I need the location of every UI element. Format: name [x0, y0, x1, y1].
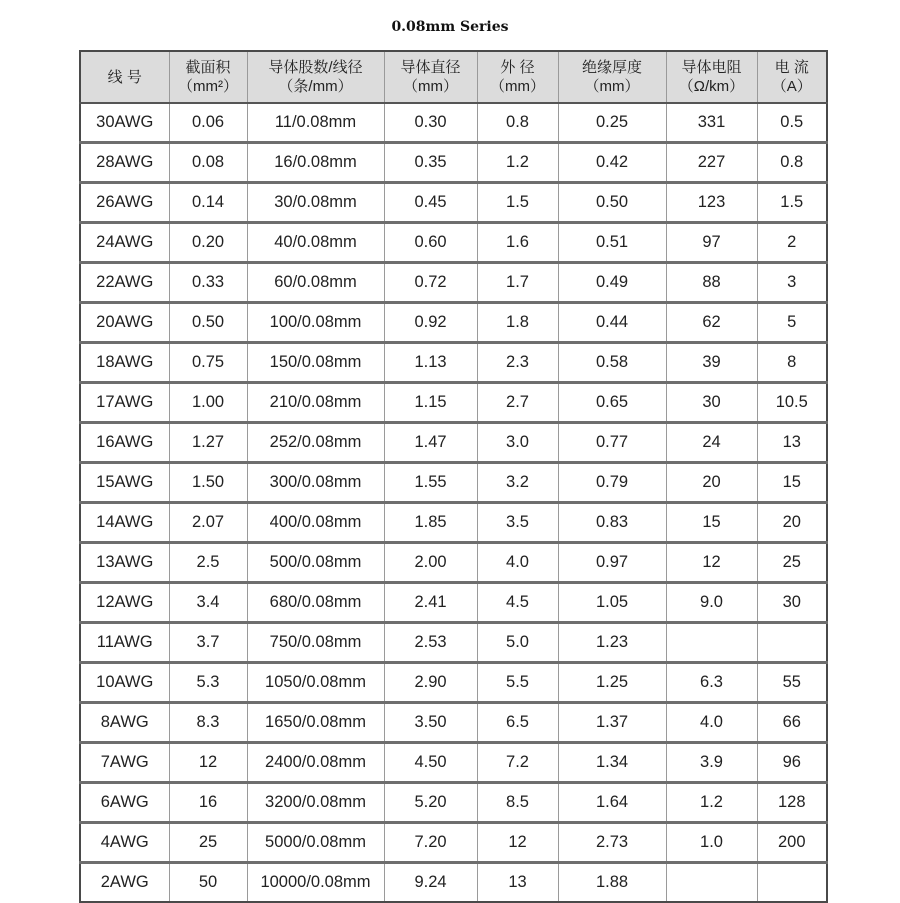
header-unit: （Ω/km）: [678, 78, 745, 95]
header-current: [757, 51, 827, 103]
table-row: [80, 823, 827, 863]
table-row: [80, 863, 827, 903]
cell-wire-gauge: 7AWG: [80, 743, 169, 783]
cell-cross-section: 1.27: [169, 423, 247, 463]
cell-strands-diameter: 16/0.08mm: [247, 143, 384, 183]
cell-outer-diameter: 12: [477, 823, 558, 863]
cell-conductor-resistance: 97: [666, 223, 757, 263]
cell-strands-diameter: 30/0.08mm: [247, 183, 384, 223]
cell-insulation-thickness: 2.73: [558, 823, 666, 863]
table-row: [80, 383, 827, 423]
cell-conductor-resistance: 123: [666, 183, 757, 223]
cell-outer-diameter: 1.6: [477, 223, 558, 263]
table-row: [80, 143, 827, 183]
header-insulation-thickness: [558, 51, 666, 103]
cell-outer-diameter: 3.0: [477, 423, 558, 463]
cell-outer-diameter: 1.5: [477, 183, 558, 223]
cell-wire-gauge: 2AWG: [80, 863, 169, 903]
header-conductor-diameter: [384, 51, 477, 103]
cell-conductor-resistance: 1.2: [666, 783, 757, 823]
header-unit: （mm）: [584, 78, 640, 95]
cell-outer-diameter: 2.3: [477, 343, 558, 383]
cell-conductor-diameter: 3.50: [384, 703, 477, 743]
cell-conductor-resistance: [666, 863, 757, 903]
cell-current: 15: [757, 463, 827, 503]
cell-cross-section: 0.33: [169, 263, 247, 303]
cell-strands-diameter: 150/0.08mm: [247, 343, 384, 383]
cell-current: 10.5: [757, 383, 827, 423]
cell-cross-section: 2.5: [169, 543, 247, 583]
cell-conductor-resistance: 331: [666, 103, 757, 143]
cell-conductor-diameter: 1.47: [384, 423, 477, 463]
cell-current: 25: [757, 543, 827, 583]
cell-current: 0.5: [757, 103, 827, 143]
cell-strands-diameter: 5000/0.08mm: [247, 823, 384, 863]
header-unit: （A）: [771, 78, 812, 95]
cell-conductor-resistance: 24: [666, 423, 757, 463]
cell-insulation-thickness: 0.42: [558, 143, 666, 183]
cell-strands-diameter: 10000/0.08mm: [247, 863, 384, 903]
cell-current: 5: [757, 303, 827, 343]
cell-insulation-thickness: 1.05: [558, 583, 666, 623]
cell-cross-section: 1.50: [169, 463, 247, 503]
cell-conductor-resistance: 88: [666, 263, 757, 303]
cell-conductor-diameter: 1.55: [384, 463, 477, 503]
cell-strands-diameter: 11/0.08mm: [247, 103, 384, 143]
table-row: [80, 623, 827, 663]
cell-current: 2: [757, 223, 827, 263]
cell-insulation-thickness: 1.34: [558, 743, 666, 783]
wire-spec-table: [79, 50, 828, 903]
header-unit: （mm²）: [178, 78, 238, 95]
cell-outer-diameter: 1.8: [477, 303, 558, 343]
cell-cross-section: 12: [169, 743, 247, 783]
cell-current: 30: [757, 583, 827, 623]
cell-current: 200: [757, 823, 827, 863]
cell-conductor-resistance: 62: [666, 303, 757, 343]
table-row: [80, 343, 827, 383]
cell-cross-section: 0.08: [169, 143, 247, 183]
cell-conductor-resistance: [666, 623, 757, 663]
cell-outer-diameter: 5.0: [477, 623, 558, 663]
cell-cross-section: 5.3: [169, 663, 247, 703]
cell-wire-gauge: 18AWG: [80, 343, 169, 383]
cell-conductor-diameter: 2.00: [384, 543, 477, 583]
cell-conductor-diameter: 1.85: [384, 503, 477, 543]
cell-conductor-diameter: 9.24: [384, 863, 477, 903]
table-body: [80, 103, 827, 902]
cell-current: 96: [757, 743, 827, 783]
cell-conductor-diameter: 1.13: [384, 343, 477, 383]
table-row: [80, 103, 827, 143]
cell-conductor-diameter: 0.92: [384, 303, 477, 343]
cell-insulation-thickness: 0.83: [558, 503, 666, 543]
table-row: [80, 303, 827, 343]
table-row: [80, 463, 827, 503]
cell-conductor-diameter: 0.60: [384, 223, 477, 263]
table-row: [80, 223, 827, 263]
cell-insulation-thickness: 0.44: [558, 303, 666, 343]
cell-strands-diameter: 300/0.08mm: [247, 463, 384, 503]
cell-insulation-thickness: 0.79: [558, 463, 666, 503]
table-row: [80, 583, 827, 623]
cell-insulation-thickness: 1.88: [558, 863, 666, 903]
cell-wire-gauge: 6AWG: [80, 783, 169, 823]
header-unit: （条/mm）: [278, 78, 353, 95]
cell-conductor-diameter: 1.15: [384, 383, 477, 423]
cell-conductor-resistance: 15: [666, 503, 757, 543]
cell-outer-diameter: 13: [477, 863, 558, 903]
cell-conductor-diameter: 7.20: [384, 823, 477, 863]
cell-current: 0.8: [757, 143, 827, 183]
cell-insulation-thickness: 1.23: [558, 623, 666, 663]
cell-current: 8: [757, 343, 827, 383]
cell-wire-gauge: 16AWG: [80, 423, 169, 463]
header-conductor-resistance: [666, 51, 757, 103]
cell-strands-diameter: 252/0.08mm: [247, 423, 384, 463]
cell-conductor-resistance: 20: [666, 463, 757, 503]
cell-outer-diameter: 5.5: [477, 663, 558, 703]
cell-wire-gauge: 12AWG: [80, 583, 169, 623]
header-label: 截面积: [185, 59, 231, 76]
header-label: 导体直径: [400, 59, 461, 76]
cell-wire-gauge: 17AWG: [80, 383, 169, 423]
header-wire-gauge: [80, 51, 169, 103]
cell-outer-diameter: 7.2: [477, 743, 558, 783]
cell-wire-gauge: 11AWG: [80, 623, 169, 663]
table-header-row: [80, 51, 827, 103]
cell-outer-diameter: 3.2: [477, 463, 558, 503]
cell-wire-gauge: 22AWG: [80, 263, 169, 303]
cell-current: 1.5: [757, 183, 827, 223]
cell-conductor-diameter: 4.50: [384, 743, 477, 783]
cell-outer-diameter: 3.5: [477, 503, 558, 543]
cell-cross-section: 3.4: [169, 583, 247, 623]
cell-cross-section: 25: [169, 823, 247, 863]
cell-insulation-thickness: 1.64: [558, 783, 666, 823]
cell-conductor-resistance: 30: [666, 383, 757, 423]
cell-outer-diameter: 4.5: [477, 583, 558, 623]
cell-strands-diameter: 500/0.08mm: [247, 543, 384, 583]
cell-outer-diameter: 1.2: [477, 143, 558, 183]
cell-wire-gauge: 10AWG: [80, 663, 169, 703]
cell-wire-gauge: 14AWG: [80, 503, 169, 543]
cell-cross-section: 50: [169, 863, 247, 903]
table-row: [80, 183, 827, 223]
cell-wire-gauge: 24AWG: [80, 223, 169, 263]
cell-cross-section: 1.00: [169, 383, 247, 423]
header-label: 导体股数/线径: [268, 59, 363, 76]
cell-strands-diameter: 680/0.08mm: [247, 583, 384, 623]
cell-current: 128: [757, 783, 827, 823]
header-unit: （mm）: [403, 78, 458, 95]
cell-conductor-resistance: 9.0: [666, 583, 757, 623]
header-unit: （mm）: [490, 78, 545, 95]
cell-current: [757, 863, 827, 903]
cell-current: 20: [757, 503, 827, 543]
cell-insulation-thickness: 0.77: [558, 423, 666, 463]
cell-current: 66: [757, 703, 827, 743]
cell-wire-gauge: 15AWG: [80, 463, 169, 503]
cell-conductor-diameter: 0.72: [384, 263, 477, 303]
cell-strands-diameter: 60/0.08mm: [247, 263, 384, 303]
cell-cross-section: 0.20: [169, 223, 247, 263]
cell-strands-diameter: 40/0.08mm: [247, 223, 384, 263]
cell-current: 13: [757, 423, 827, 463]
cell-outer-diameter: 6.5: [477, 703, 558, 743]
cell-strands-diameter: 100/0.08mm: [247, 303, 384, 343]
cell-current: [757, 623, 827, 663]
header-label: 导体电阻: [681, 59, 742, 76]
table-row: [80, 783, 827, 823]
cell-insulation-thickness: 0.50: [558, 183, 666, 223]
cell-wire-gauge: 4AWG: [80, 823, 169, 863]
cell-cross-section: 0.06: [169, 103, 247, 143]
cell-insulation-thickness: 1.25: [558, 663, 666, 703]
cell-cross-section: 8.3: [169, 703, 247, 743]
cell-insulation-thickness: 0.25: [558, 103, 666, 143]
cell-wire-gauge: 26AWG: [80, 183, 169, 223]
table-row: [80, 423, 827, 463]
cell-cross-section: 0.14: [169, 183, 247, 223]
header-label: 外 径: [500, 59, 535, 76]
cell-outer-diameter: 8.5: [477, 783, 558, 823]
cell-conductor-resistance: 227: [666, 143, 757, 183]
cell-insulation-thickness: 0.58: [558, 343, 666, 383]
cell-strands-diameter: 400/0.08mm: [247, 503, 384, 543]
header-label: 绝缘厚度: [581, 59, 642, 76]
cell-cross-section: 2.07: [169, 503, 247, 543]
cell-insulation-thickness: 1.37: [558, 703, 666, 743]
cell-strands-diameter: 750/0.08mm: [247, 623, 384, 663]
cell-strands-diameter: 1650/0.08mm: [247, 703, 384, 743]
cell-conductor-diameter: 2.53: [384, 623, 477, 663]
cell-outer-diameter: 4.0: [477, 543, 558, 583]
cell-outer-diameter: 1.7: [477, 263, 558, 303]
cell-strands-diameter: 3200/0.08mm: [247, 783, 384, 823]
cell-wire-gauge: 20AWG: [80, 303, 169, 343]
cell-conductor-resistance: 4.0: [666, 703, 757, 743]
cell-conductor-resistance: 39: [666, 343, 757, 383]
cell-conductor-resistance: 6.3: [666, 663, 757, 703]
cell-wire-gauge: 13AWG: [80, 543, 169, 583]
cell-wire-gauge: 30AWG: [80, 103, 169, 143]
cell-cross-section: 16: [169, 783, 247, 823]
cell-current: 3: [757, 263, 827, 303]
cell-insulation-thickness: 0.51: [558, 223, 666, 263]
cell-insulation-thickness: 0.49: [558, 263, 666, 303]
cell-insulation-thickness: 0.65: [558, 383, 666, 423]
cell-outer-diameter: 0.8: [477, 103, 558, 143]
header-cross-section: [169, 51, 247, 103]
cell-strands-diameter: 210/0.08mm: [247, 383, 384, 423]
cell-conductor-resistance: 12: [666, 543, 757, 583]
header-outer-diameter: [477, 51, 558, 103]
cell-wire-gauge: 28AWG: [80, 143, 169, 183]
cell-conductor-diameter: 5.20: [384, 783, 477, 823]
table-row: [80, 503, 827, 543]
cell-strands-diameter: 2400/0.08mm: [247, 743, 384, 783]
cell-cross-section: 0.75: [169, 343, 247, 383]
cell-outer-diameter: 2.7: [477, 383, 558, 423]
table-row: [80, 743, 827, 783]
cell-conductor-diameter: 0.45: [384, 183, 477, 223]
cell-strands-diameter: 1050/0.08mm: [247, 663, 384, 703]
table-row: [80, 663, 827, 703]
cell-conductor-diameter: 2.41: [384, 583, 477, 623]
cell-wire-gauge: 8AWG: [80, 703, 169, 743]
header-label: 电 流: [774, 59, 809, 76]
cell-conductor-resistance: 1.0: [666, 823, 757, 863]
cell-conductor-diameter: 0.35: [384, 143, 477, 183]
cell-cross-section: 0.50: [169, 303, 247, 343]
cell-conductor-diameter: 0.30: [384, 103, 477, 143]
cell-cross-section: 3.7: [169, 623, 247, 663]
cell-conductor-resistance: 3.9: [666, 743, 757, 783]
table-row: [80, 703, 827, 743]
header-label: 线 号: [107, 68, 142, 86]
header-strands-diameter: [247, 51, 384, 103]
cell-current: 55: [757, 663, 827, 703]
page-title: 0.08mm Series: [391, 19, 509, 35]
cell-conductor-diameter: 2.90: [384, 663, 477, 703]
cell-insulation-thickness: 0.97: [558, 543, 666, 583]
table-row: [80, 263, 827, 303]
table-row: [80, 543, 827, 583]
